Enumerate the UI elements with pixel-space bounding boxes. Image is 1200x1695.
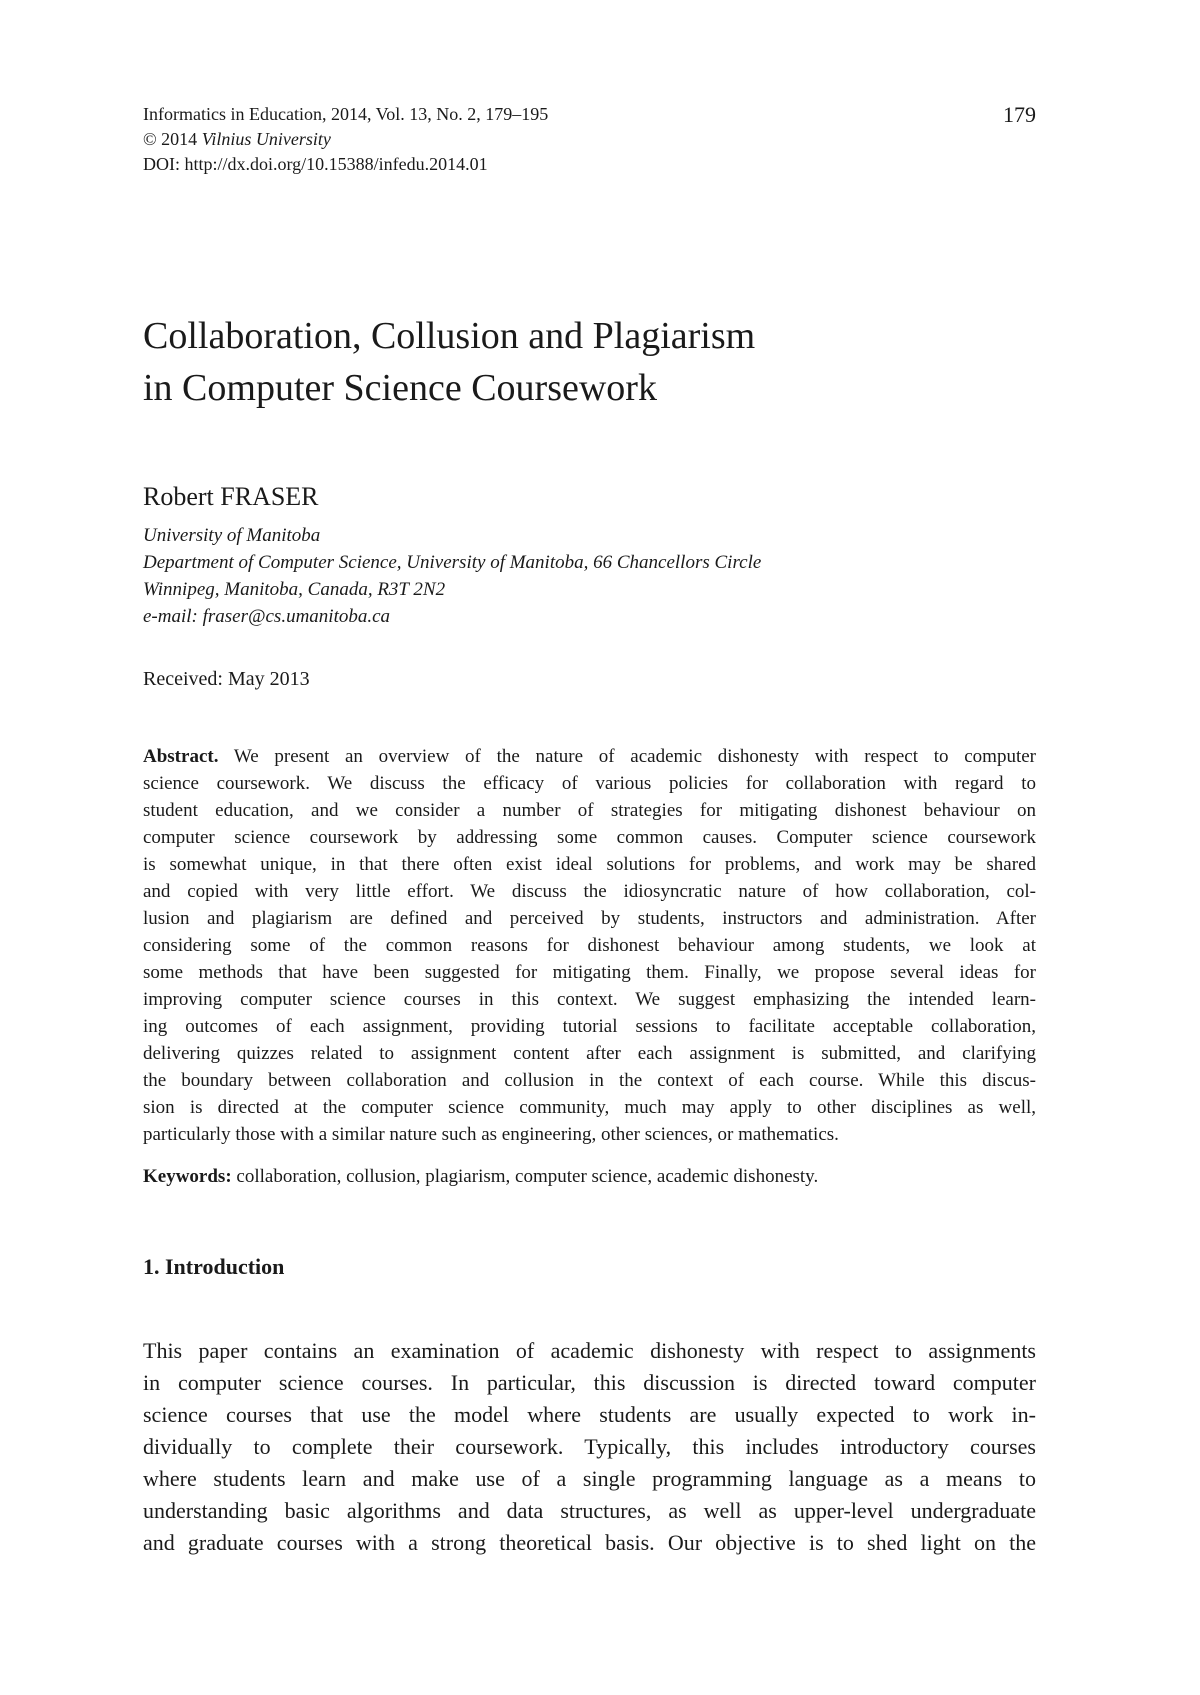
affiliation-university: University of Manitoba — [143, 525, 321, 546]
keywords-label: Keywords: — [143, 1166, 232, 1187]
abstract-line: some methods that have been suggested for mitigating them. Finally, we propose several ideas for — [143, 962, 1036, 983]
intro-paragraph — [143, 1335, 1036, 1559]
abstract — [143, 743, 1036, 1148]
affiliation-email: e-mail: fraser@cs.umanitoba.ca — [143, 606, 391, 627]
journal-citation: Informatics in Education, 2014, Vol. 13, No. 2, 179–195 — [143, 104, 549, 124]
intro-line: science courses that use the model where students are usually expected to work in- — [143, 1402, 1036, 1427]
author-name: Robert FRASER — [143, 482, 319, 511]
abstract-line: computer science coursework by addressing some common causes. Computer science coursework — [143, 827, 1036, 848]
abstract-line: science coursework. We discuss the efficacy of various policies for collaboration with regard to — [143, 773, 1036, 794]
keywords-text: collaboration, collusion, plagiarism, computer science, academic dishonesty. — [231, 1166, 819, 1187]
doi-line: DOI: http://dx.doi.org/10.15388/infedu.2014.01 — [143, 154, 488, 174]
intro-line: and graduate courses with a strong theoretical basis. Our objective is to shed light on the — [143, 1530, 1036, 1555]
title-line-1: Collaboration, Collusion and Plagiarism — [143, 315, 756, 357]
abstract-line: is somewhat unique, in that there often exist ideal solutions for problems, and work may be shared — [143, 854, 1036, 875]
copyright-holder: Vilnius University — [201, 129, 331, 149]
affiliation-address: Winnipeg, Manitoba, Canada, R3T 2N2 — [143, 579, 446, 600]
abstract-line: ing outcomes of each assignment, providing tutorial sessions to facilitate acceptable collaboration, — [143, 1016, 1036, 1037]
abstract-line: improving computer science courses in this context. We suggest emphasizing the intended learn- — [143, 989, 1036, 1010]
title-line-2: in Computer Science Coursework — [143, 367, 657, 409]
received-date: Received: May 2013 — [143, 668, 310, 690]
affiliation-department: Department of Computer Science, University of Manitoba, 66 Chancellors Circle — [143, 552, 762, 573]
abstract-line: lusion and plagiarism are defined and perceived by students, instructors and administration. After — [143, 908, 1036, 929]
intro-line: understanding basic algorithms and data structures, as well as upper-level undergraduate — [143, 1498, 1036, 1523]
abstract-line: student education, and we consider a number of strategies for mitigating dishonest behaviour on — [143, 800, 1036, 821]
section-heading: 1. Introduction — [143, 1254, 285, 1279]
intro-line: This paper contains an examination of academic dishonesty with respect to assignments — [143, 1338, 1036, 1363]
keywords — [143, 1166, 1036, 1188]
abstract-line: particularly those with a similar nature such as engineering, other sciences, or mathematics. — [143, 1124, 839, 1145]
abstract-line: considering some of the common reasons for dishonest behaviour among students, we look at — [143, 935, 1036, 956]
author-affiliation — [143, 522, 761, 630]
abstract-line: Abstract. We present an overview of the nature of academic dishonesty with respect to computer — [143, 746, 1036, 767]
paper-title — [143, 310, 1043, 414]
abstract-line: and copied with very little effort. We discuss the idiosyncratic nature of how collaboration, col- — [143, 881, 1036, 902]
abstract-line: sion is directed at the computer science community, much may apply to other disciplines as well, — [143, 1097, 1036, 1118]
page-number: 179 — [1003, 102, 1036, 127]
intro-line: dividually to complete their coursework. Typically, this includes introductory courses — [143, 1434, 1036, 1459]
copyright-prefix: © 2014 — [143, 129, 202, 149]
intro-line: in computer science courses. In particular, this discussion is directed toward computer — [143, 1370, 1036, 1395]
journal-header — [143, 102, 1036, 177]
intro-line: where students learn and make use of a single programming language as a means to — [143, 1466, 1036, 1491]
abstract-line: the boundary between collaboration and collusion in the context of each course. While this discus- — [143, 1070, 1036, 1091]
abstract-line: delivering quizzes related to assignment content after each assignment is submitted, and clarifying — [143, 1043, 1036, 1064]
abstract-label: Abstract. — [143, 746, 219, 767]
copyright-line — [143, 127, 1036, 152]
